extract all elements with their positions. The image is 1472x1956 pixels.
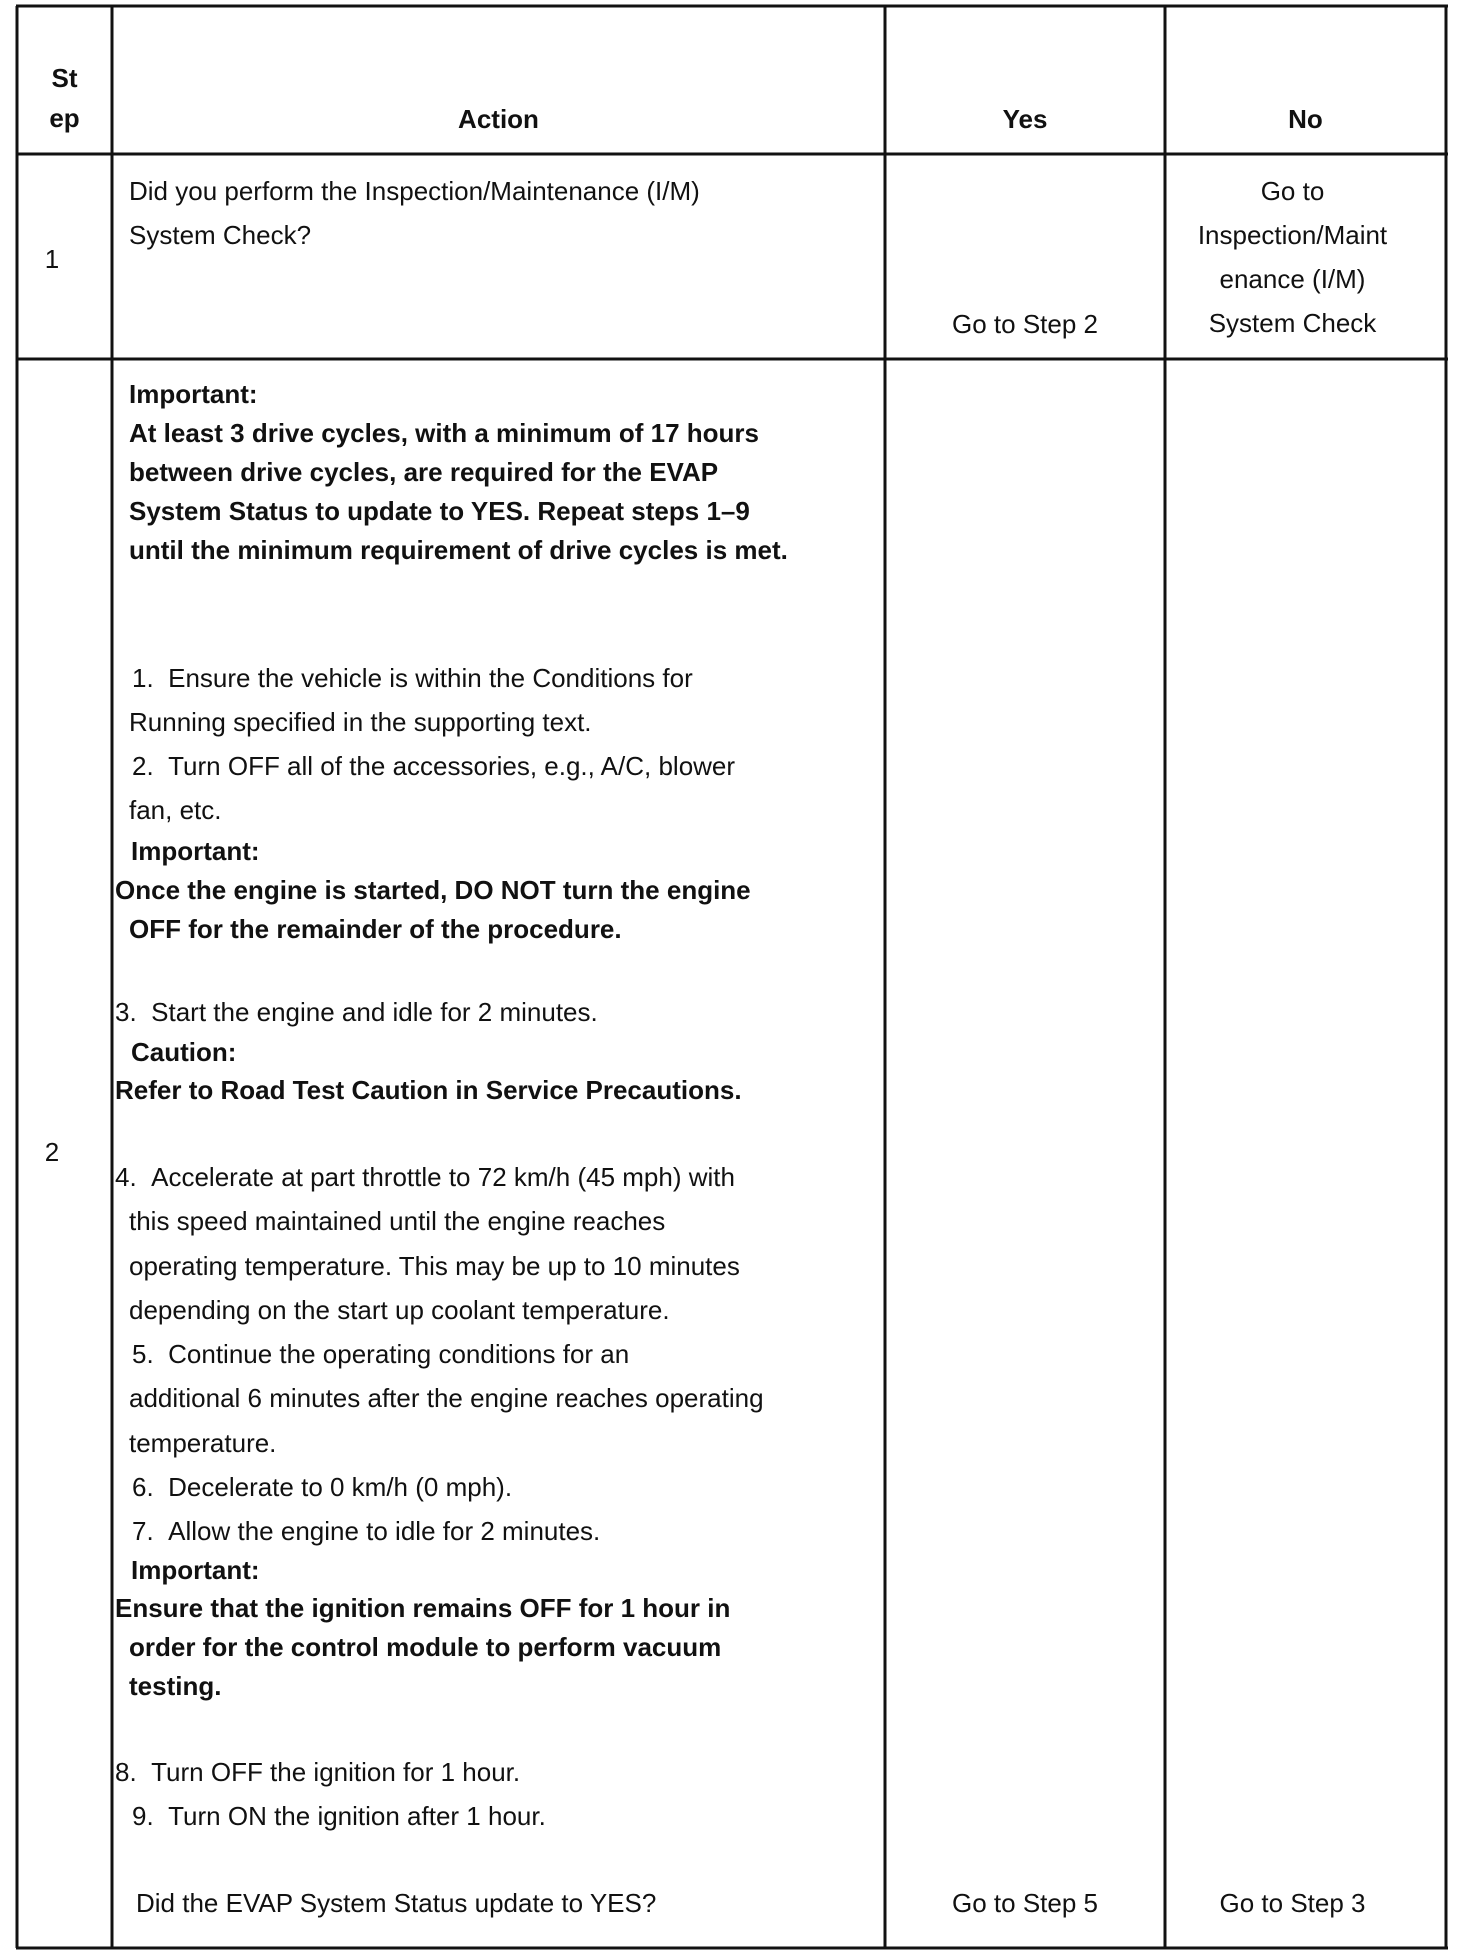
caution-period: . [734, 1075, 742, 1105]
procedure-line: this speed maintained until the engine reaches [129, 1206, 666, 1237]
row2-important2-note [115, 871, 751, 949]
header-step-line2: ep [49, 103, 80, 133]
row1-no-line3: enance (I/M) [1219, 264, 1366, 294]
header-no: No [1288, 104, 1323, 134]
row2-caution-text [115, 1071, 742, 1110]
row2-no: Go to Step 3 [1219, 1888, 1366, 1918]
procedure-line: 1. Ensure the vehicle is within the Conditions for [132, 663, 693, 693]
row2-steps-1-2 [129, 656, 735, 832]
row2-question: Did the EVAP System Status update to YES? [136, 1888, 657, 1918]
row2-steps-4-7 [115, 1155, 764, 1554]
row1-no-line1: Go to [1260, 176, 1325, 206]
procedure-line: operating temperature. This may be up to 10 minutes [129, 1250, 740, 1281]
row1-action-line1: Did you perform the Inspection/Maintenance (I/M) [129, 176, 700, 206]
procedure-line: 7. Allow the engine to idle for 2 minutes. [132, 1516, 601, 1547]
procedure-line: temperature. [129, 1427, 277, 1458]
important-line: between drive cycles, are required for the EVAP [129, 457, 719, 487]
row1-action-line2: System Check? [129, 220, 312, 250]
procedure-line: 6. Decelerate to 0 km/h (0 mph). [132, 1472, 513, 1503]
procedure-line: 4. Accelerate at part throttle to 72 km/h (45 mph) with [115, 1162, 735, 1192]
procedure-line: 2. Turn OFF all of the accessories, e.g., A/C, blower [132, 751, 736, 781]
row1-no-line4: System Check [1208, 308, 1377, 338]
row1-action [129, 169, 700, 257]
row2-important2-label: Important: [131, 836, 260, 866]
header-yes: Yes [1002, 104, 1048, 134]
row1-no-line2: Inspection/Maint [1197, 220, 1388, 250]
row2-important3-label: Important: [131, 1555, 260, 1585]
header-step [17, 58, 112, 138]
row2-step3: 3. Start the engine and idle for 2 minutes. [115, 997, 598, 1027]
procedure-line: depending on the start up coolant temperature. [129, 1294, 670, 1325]
important-line: At least 3 drive cycles, with a minimum of 17 hours [129, 418, 759, 448]
important2-line: OFF for the remainder of the procedure. [129, 914, 622, 944]
row2-yes: Go to Step 5 [952, 1888, 1098, 1918]
row2-caution-label: Caution: [131, 1037, 237, 1067]
important-line: System Status to update to YES. Repeat steps 1–9 [129, 496, 750, 526]
important3-line: Ensure that the ignition remains OFF for 1 hour in [115, 1593, 731, 1623]
procedure-line: additional 6 minutes after the engine reaches operating [129, 1383, 764, 1414]
row2-step: 2 [44, 1137, 60, 1167]
procedure-line: 8. Turn OFF the ignition for 1 hour. [115, 1757, 521, 1787]
important-line: until the minimum requirement of drive cycles is met. [129, 535, 788, 565]
procedure-line: 5. Continue the operating conditions for an [132, 1339, 630, 1370]
caution-text: Refer to Road Test Caution in Service Precautions [115, 1075, 735, 1105]
procedure-line: Running specified in the supporting text. [129, 707, 592, 737]
header-action: Action [458, 104, 539, 134]
row2-steps-8-9 [115, 1750, 546, 1838]
important3-line: testing. [129, 1671, 222, 1701]
row1-yes: Go to Step 2 [952, 309, 1098, 339]
row2-important-label: Important: [129, 379, 258, 409]
header-step-line1: St [51, 63, 78, 93]
important3-line: order for the control module to perform vacuum [129, 1632, 722, 1662]
row2-important-note [129, 414, 788, 570]
procedure-line: 9. Turn ON the ignition after 1 hour. [132, 1801, 546, 1831]
row1-step: 1 [44, 244, 60, 274]
procedure-line: fan, etc. [129, 795, 222, 825]
important2-line: Once the engine is started, DO NOT turn the engine [115, 875, 751, 905]
row2-important3-note [115, 1589, 730, 1706]
row1-no [1165, 169, 1420, 345]
